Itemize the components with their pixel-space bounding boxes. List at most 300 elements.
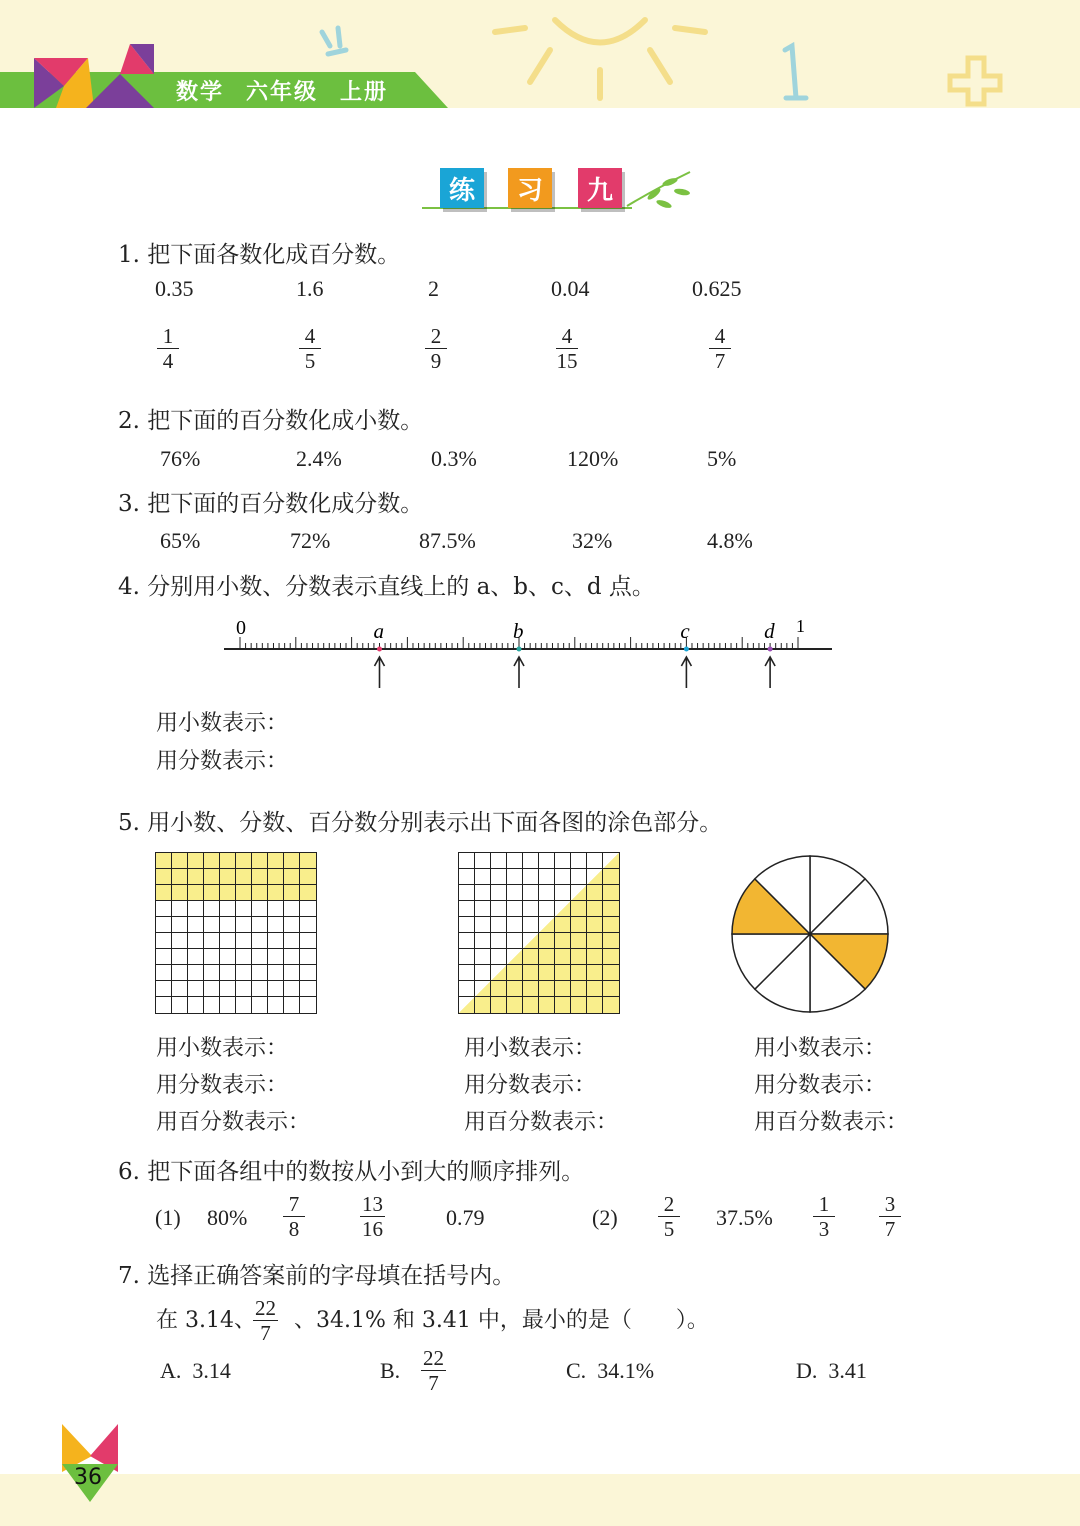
denominator: 5 <box>663 1217 675 1241</box>
grid-cell <box>587 981 603 997</box>
q1-decimal-4: 0.04 <box>551 276 590 301</box>
grid-cell <box>555 885 571 901</box>
grid-cell <box>491 901 507 917</box>
grid-cell <box>459 869 475 885</box>
grid-cell <box>156 949 172 965</box>
denominator: 4 <box>162 349 174 373</box>
grid-cell <box>555 901 571 917</box>
grid-cell <box>459 917 475 933</box>
grid-cell <box>172 901 188 917</box>
option-b-letter: B. <box>380 1358 401 1383</box>
grid-cell <box>539 949 555 965</box>
grid-cell <box>172 933 188 949</box>
fig2-fraction-prompt: 用分数表示： <box>464 1073 597 1098</box>
numerator: 1 <box>813 1192 835 1217</box>
fig1-fraction-prompt: 用分数表示： <box>156 1073 289 1098</box>
denominator: 15 <box>556 349 578 373</box>
q6-number: 6. <box>118 1159 140 1185</box>
grid-cell <box>204 917 220 933</box>
grid-cell <box>603 965 619 981</box>
q6-group1-frac1 <box>283 1192 305 1241</box>
q3-item-4: 32% <box>572 528 613 553</box>
grid-cell <box>491 933 507 949</box>
q2-heading <box>118 402 423 435</box>
grid-cell <box>284 885 300 901</box>
numerator: 1 <box>157 324 179 349</box>
grid-cell <box>300 901 316 917</box>
grid-cell <box>475 933 491 949</box>
grid-cell <box>459 853 475 869</box>
point-marker-c <box>684 647 689 652</box>
grid-cell <box>204 949 220 965</box>
fig3-percent-prompt: 用百分数表示： <box>754 1110 909 1135</box>
grid-cell <box>300 853 316 869</box>
grid-cell <box>220 965 236 981</box>
grid-cell <box>491 885 507 901</box>
grid-cell <box>220 901 236 917</box>
grid-cell <box>603 853 619 869</box>
grid-cell <box>236 949 252 965</box>
q7-number: 7. <box>118 1263 140 1289</box>
grid-cell <box>475 869 491 885</box>
option-c-value: 34.1% <box>597 1358 655 1383</box>
grid-cell <box>156 981 172 997</box>
grid-cell <box>252 949 268 965</box>
q6-group1-label: (1) <box>155 1205 181 1230</box>
grid-cell <box>284 901 300 917</box>
grid-cell <box>571 981 587 997</box>
grid-cell <box>603 949 619 965</box>
q7-text: 选择正确答案前的字母填在括号内。 <box>147 1263 516 1289</box>
point-label-a: a <box>373 619 384 643</box>
grid-cell <box>507 853 523 869</box>
q7-stem-post: 、34.1% 和 3.41 中，最小的是（ ）。 <box>294 1308 709 1333</box>
grid-cell <box>571 853 587 869</box>
fig1-percent-prompt: 用百分数表示： <box>156 1110 311 1135</box>
grid-cell <box>539 869 555 885</box>
grid-cell <box>523 901 539 917</box>
grid-cell <box>284 981 300 997</box>
grid-cell <box>587 853 603 869</box>
grid-cell <box>252 853 268 869</box>
grid-cell <box>268 901 284 917</box>
grid-cell <box>555 981 571 997</box>
denominator: 3 <box>818 1217 830 1241</box>
grid-cell <box>459 981 475 997</box>
fig1-decimal-prompt: 用小数表示： <box>156 1036 289 1061</box>
grid-cell <box>268 869 284 885</box>
grid-cell <box>204 869 220 885</box>
grid-cell <box>523 981 539 997</box>
q2-item-2: 2.4% <box>296 446 342 471</box>
grid-cell <box>236 933 252 949</box>
grid-cell <box>188 869 204 885</box>
grid-cell <box>284 965 300 981</box>
grid-cell <box>172 965 188 981</box>
numerator: 22 <box>255 1296 276 1320</box>
q3-item-2: 72% <box>290 528 331 553</box>
grid-cell <box>587 933 603 949</box>
q1-decimal-2: 1.6 <box>296 276 324 301</box>
grid-cell <box>204 885 220 901</box>
grid-cell <box>555 917 571 933</box>
numerator: 7 <box>283 1192 305 1217</box>
grid-cell <box>475 965 491 981</box>
grid-cell <box>284 949 300 965</box>
grid-cell <box>300 885 316 901</box>
grid-cell <box>252 869 268 885</box>
numerator: 4 <box>556 324 578 349</box>
option-c-letter: C. <box>566 1358 587 1383</box>
grid-cell <box>491 949 507 965</box>
grid-cell <box>507 917 523 933</box>
grid-cell <box>507 885 523 901</box>
grid-cell <box>172 885 188 901</box>
q1-text: 把下面各数化成百分数。 <box>147 242 401 268</box>
grid-cell <box>220 885 236 901</box>
grid-cell <box>555 853 571 869</box>
grid-cell <box>268 885 284 901</box>
grid-cell <box>571 885 587 901</box>
denominator: 7 <box>884 1217 896 1241</box>
point-marker-b <box>517 647 522 652</box>
q1-heading <box>118 236 400 269</box>
grid-cell <box>539 885 555 901</box>
grid-cell <box>156 997 172 1013</box>
grid-cell <box>300 933 316 949</box>
grid-cell <box>188 917 204 933</box>
grid-cell <box>587 965 603 981</box>
grid-cell <box>459 933 475 949</box>
book-info <box>176 75 410 106</box>
grid-cell <box>539 933 555 949</box>
grid-cell <box>236 965 252 981</box>
grid-cell <box>523 965 539 981</box>
grid-cell <box>156 933 172 949</box>
grid-cell <box>603 997 619 1013</box>
grid-cell <box>539 853 555 869</box>
grid-cell <box>571 869 587 885</box>
subject-label: 数学 <box>176 80 225 105</box>
grid-cell <box>475 917 491 933</box>
grid-cell <box>188 997 204 1013</box>
grid-cell <box>236 853 252 869</box>
grid-cell <box>188 981 204 997</box>
point-marker-d <box>768 647 773 652</box>
grid-cell <box>475 981 491 997</box>
grid-cell <box>587 917 603 933</box>
option-d[interactable] <box>796 1358 867 1384</box>
grid-cell <box>236 901 252 917</box>
q7-stem-fraction <box>253 1296 278 1345</box>
q2-item-4: 120% <box>567 446 619 471</box>
grid-cell <box>491 981 507 997</box>
grid-cell <box>459 885 475 901</box>
arrow-d <box>765 657 775 688</box>
grid-cell <box>571 997 587 1013</box>
grid-cell <box>459 965 475 981</box>
grid-cell <box>491 853 507 869</box>
grid-cell <box>539 917 555 933</box>
grid-cell <box>300 997 316 1013</box>
title-char-3: 九 <box>578 168 622 208</box>
grid-cell <box>236 917 252 933</box>
grid-cell <box>603 869 619 885</box>
grid-cell <box>555 869 571 885</box>
grid-cell <box>571 949 587 965</box>
grid-cell <box>587 949 603 965</box>
figure-grid-rows <box>155 852 317 1014</box>
grid-cell <box>507 965 523 981</box>
figure-pie <box>728 852 892 1016</box>
grid-cell <box>555 949 571 965</box>
grid-cell <box>603 933 619 949</box>
grid-cell <box>507 933 523 949</box>
grid-cell <box>300 965 316 981</box>
q1-fraction-3 <box>425 324 447 373</box>
number-line-points <box>374 619 776 688</box>
grid-cell <box>571 917 587 933</box>
q5-text: 用小数、分数、百分数分别表示出下面各图的涂色部分。 <box>147 810 723 836</box>
grid-cell <box>587 869 603 885</box>
grid-cell <box>491 869 507 885</box>
q1-fraction-1 <box>157 324 179 373</box>
grid-cell <box>459 901 475 917</box>
grid-cell <box>571 965 587 981</box>
q5-heading <box>118 804 722 837</box>
grid-cell <box>204 997 220 1013</box>
q6-group1-decimal: 0.79 <box>446 1205 485 1230</box>
grid-cell <box>491 917 507 933</box>
q4-text: 分别用小数、分数表示直线上的 a、b、c、d 点。 <box>147 574 655 600</box>
grid-cell <box>236 997 252 1013</box>
grid-cell <box>172 949 188 965</box>
grid-cell <box>475 853 491 869</box>
grid-cell <box>188 901 204 917</box>
grid-cell <box>156 853 172 869</box>
grid-cell <box>475 949 491 965</box>
grid-cell <box>587 997 603 1013</box>
grid-cell <box>220 933 236 949</box>
point-marker-a <box>377 647 382 652</box>
q6-group2-frac3 <box>879 1192 901 1241</box>
figure-grid-triangle <box>458 852 620 1014</box>
grid-cell <box>268 933 284 949</box>
numerator: 4 <box>709 324 731 349</box>
grid-cell <box>507 949 523 965</box>
grid-cell <box>571 901 587 917</box>
grid-cell <box>284 853 300 869</box>
grid-cell <box>284 917 300 933</box>
grid-cell <box>284 997 300 1013</box>
grid-cell <box>475 901 491 917</box>
grid-cell <box>555 997 571 1013</box>
grid-cell <box>204 981 220 997</box>
q1-decimal-3: 2 <box>428 276 439 301</box>
numerator: 4 <box>299 324 321 349</box>
grid-cell <box>523 853 539 869</box>
grid-cell <box>156 917 172 933</box>
grid-cell <box>523 869 539 885</box>
denominator: 7 <box>260 1321 271 1345</box>
denominator: 16 <box>362 1217 383 1241</box>
q1-fraction-5 <box>709 324 731 373</box>
grade-label: 六年级 <box>246 80 319 105</box>
denominator: 7 <box>428 1371 439 1395</box>
page-number-badge <box>62 1424 118 1504</box>
grid-cell <box>268 997 284 1013</box>
grid-cell <box>252 981 268 997</box>
grid-cell <box>236 981 252 997</box>
fig2-decimal-prompt: 用小数表示： <box>464 1036 597 1061</box>
q6-text: 把下面各组中的数按从小到大的顺序排列。 <box>147 1159 585 1185</box>
grid-cell <box>172 869 188 885</box>
title-char-2: 习 <box>508 168 552 208</box>
grid-cell <box>507 981 523 997</box>
grid-cell <box>204 965 220 981</box>
grid-cell <box>204 853 220 869</box>
grid-cell <box>571 933 587 949</box>
grid-cell <box>268 917 284 933</box>
q3-heading <box>118 485 423 518</box>
grid-cell <box>220 917 236 933</box>
point-label-c: c <box>680 619 690 643</box>
grid-cell <box>252 965 268 981</box>
grid-cell <box>475 997 491 1013</box>
numerator: 2 <box>425 324 447 349</box>
q6-group1-frac2 <box>360 1192 385 1241</box>
q2-number: 2. <box>118 408 140 434</box>
grid-cell <box>459 949 475 965</box>
grid-cell <box>523 949 539 965</box>
grid-cell <box>172 917 188 933</box>
grid-cell <box>507 901 523 917</box>
grid-cell <box>220 997 236 1013</box>
grid-cell <box>156 965 172 981</box>
denominator: 9 <box>430 349 442 373</box>
grid-cell <box>156 901 172 917</box>
grid-cell <box>507 997 523 1013</box>
grid-cell <box>300 981 316 997</box>
one-label: 1 <box>796 616 805 636</box>
grid-cell <box>284 933 300 949</box>
grid-cell <box>523 997 539 1013</box>
q1-fraction-4 <box>556 324 578 373</box>
q1-number: 1. <box>118 242 140 268</box>
grid-cell <box>220 981 236 997</box>
arrow-b <box>514 657 524 688</box>
number-line <box>220 612 840 692</box>
point-label-d: d <box>764 619 775 643</box>
grid-cell <box>172 981 188 997</box>
q4-number: 4. <box>118 574 140 600</box>
q3-item-1: 65% <box>160 528 201 553</box>
grid-cell <box>523 885 539 901</box>
grid-cell <box>156 869 172 885</box>
fig2-percent-prompt: 用百分数表示： <box>464 1110 619 1135</box>
grid-cell <box>555 965 571 981</box>
grid-cell <box>252 901 268 917</box>
grid-cell <box>172 853 188 869</box>
grid-cell <box>220 949 236 965</box>
grid-cell <box>587 901 603 917</box>
page-number: 36 <box>74 1465 102 1490</box>
grid-cell <box>204 901 220 917</box>
q1-decimal-1: 0.35 <box>155 276 194 301</box>
grid-cell <box>523 933 539 949</box>
q2-text: 把下面的百分数化成小数。 <box>147 408 424 434</box>
grid-cell <box>539 901 555 917</box>
option-a-value: 3.14 <box>192 1358 231 1383</box>
tangram-logo <box>34 44 160 110</box>
numerator: 3 <box>879 1192 901 1217</box>
grid-cell <box>539 997 555 1013</box>
numerator: 2 <box>658 1192 680 1217</box>
grid-cell <box>188 885 204 901</box>
grid-cell <box>491 965 507 981</box>
q6-group2-frac1 <box>658 1192 680 1241</box>
q4-fraction-prompt: 用分数表示： <box>156 749 289 774</box>
grid-cell <box>188 933 204 949</box>
grid-cell <box>268 949 284 965</box>
denominator: 5 <box>304 349 316 373</box>
grid-cell <box>539 981 555 997</box>
option-d-letter: D. <box>796 1358 818 1383</box>
zero-label: 0 <box>236 617 246 639</box>
q2-item-5: 5% <box>707 446 737 471</box>
grid-cell <box>300 917 316 933</box>
point-label-b: b <box>513 619 524 643</box>
grid-cell <box>459 997 475 1013</box>
grid-cell <box>284 869 300 885</box>
numerator: 13 <box>362 1192 383 1216</box>
footer-band <box>0 1474 1080 1526</box>
q6-group2-label: (2) <box>592 1205 618 1230</box>
option-a[interactable] <box>160 1358 231 1384</box>
grid-cell <box>491 997 507 1013</box>
grid-cell <box>252 933 268 949</box>
q3-item-3: 87.5% <box>419 528 476 553</box>
grid-cell <box>204 933 220 949</box>
grid-cell <box>236 885 252 901</box>
q5-number: 5. <box>118 810 140 836</box>
grid-cell <box>300 869 316 885</box>
q2-item-1: 76% <box>160 446 201 471</box>
q6-heading <box>118 1153 584 1186</box>
grid-cell <box>252 997 268 1013</box>
grid-cell <box>252 917 268 933</box>
option-b-fraction <box>421 1346 446 1395</box>
grid-cell <box>523 917 539 933</box>
grid-cell <box>268 853 284 869</box>
grid-cell <box>188 949 204 965</box>
q2-item-3: 0.3% <box>431 446 477 471</box>
grid-cell <box>555 933 571 949</box>
option-c[interactable] <box>566 1358 654 1384</box>
option-b[interactable] <box>380 1358 400 1384</box>
grid-cell <box>603 885 619 901</box>
q7-heading <box>118 1257 515 1290</box>
q3-item-5: 4.8% <box>707 528 753 553</box>
grid-cell <box>268 981 284 997</box>
q1-decimal-5: 0.625 <box>692 276 742 301</box>
q7-stem-pre: 在 3.14、 <box>156 1308 256 1333</box>
q3-number: 3. <box>118 491 140 517</box>
arrow-c <box>681 657 691 688</box>
fig3-decimal-prompt: 用小数表示： <box>754 1036 887 1061</box>
q6-group1-percent: 80% <box>207 1205 248 1230</box>
denominator: 8 <box>288 1217 300 1241</box>
